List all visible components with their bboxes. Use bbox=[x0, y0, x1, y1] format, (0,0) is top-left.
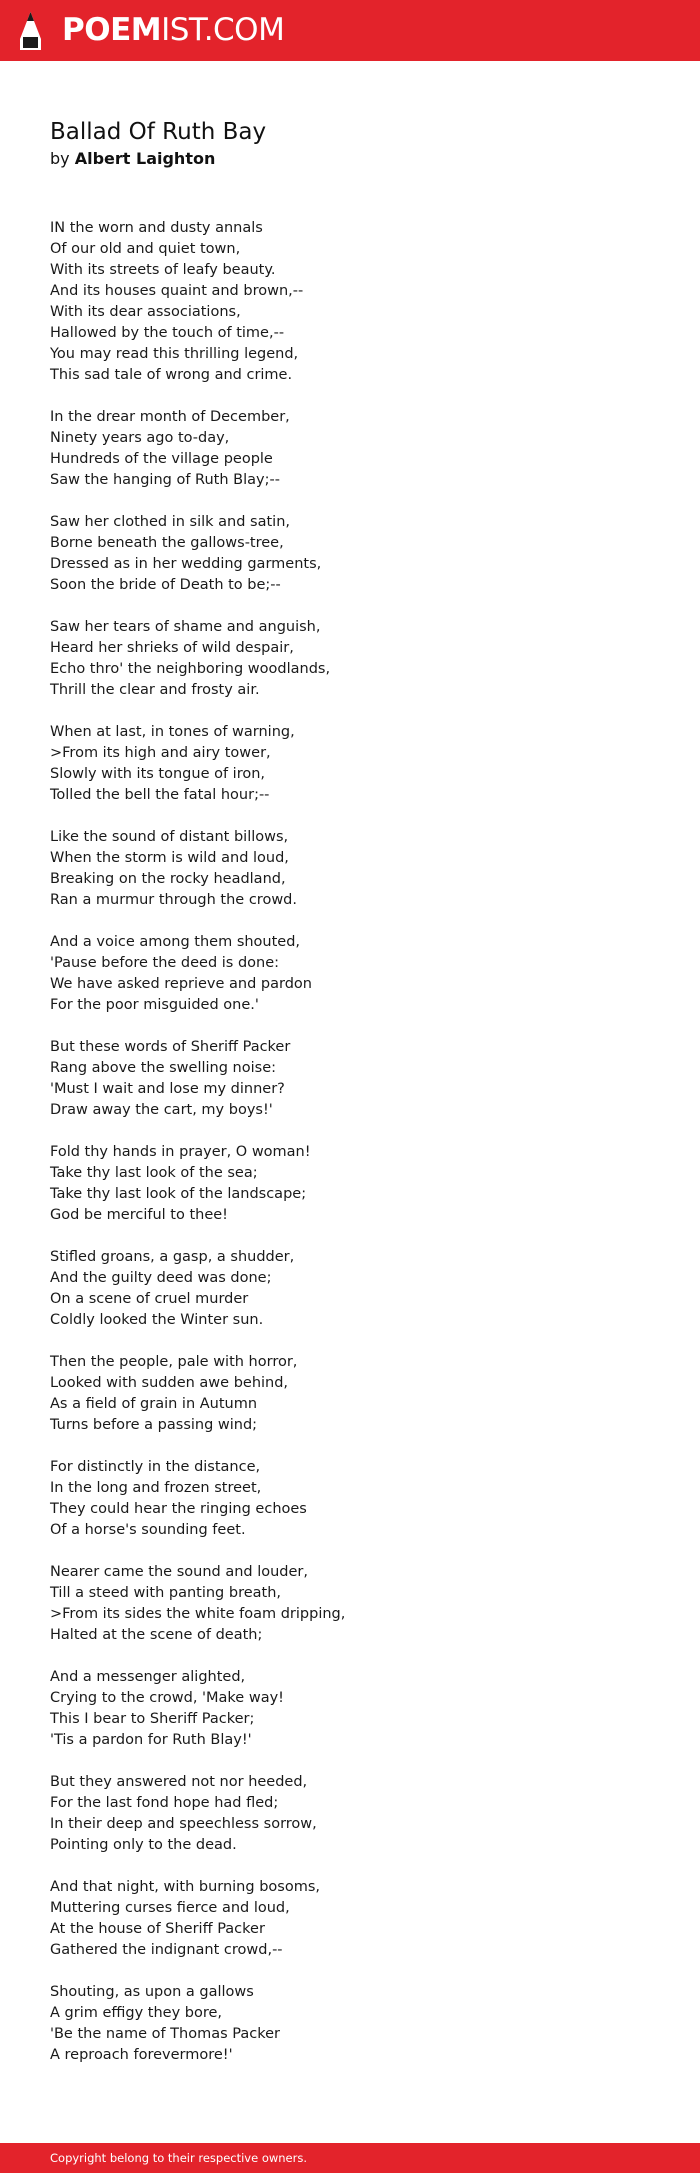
poem-line: A grim effigy they bore, bbox=[50, 2005, 223, 2021]
poem-stanza bbox=[50, 1772, 650, 1856]
poem-line: Looked with sudden awe behind, bbox=[50, 1375, 289, 1391]
poem-line: Ninety years ago to-day, bbox=[50, 430, 230, 446]
poem-line: For the last fond hope had fled; bbox=[50, 1795, 279, 1811]
poem-line: Pointing only to the dead. bbox=[50, 1837, 237, 1853]
poem-line: Dressed as in her wedding garments, bbox=[50, 556, 322, 572]
site-header bbox=[0, 0, 700, 61]
poem-line: Saw the hanging of Ruth Blay;-- bbox=[50, 472, 280, 488]
poem-line: Breaking on the rocky headland, bbox=[50, 871, 286, 887]
poem-line: Nearer came the sound and louder, bbox=[50, 1564, 308, 1580]
poem-line: 'Tis a pardon for Ruth Blay!' bbox=[50, 1732, 252, 1748]
poem-body bbox=[50, 218, 650, 2066]
poem-line: Saw her clothed in silk and satin, bbox=[50, 514, 291, 530]
poem-line: 'Must I wait and lose my dinner? bbox=[50, 1081, 285, 1097]
poem-line: With its streets of leafy beauty. bbox=[50, 262, 276, 278]
poem-line: Borne beneath the gallows-tree, bbox=[50, 535, 284, 551]
poem-line: You may read this thrilling legend, bbox=[50, 346, 299, 362]
poem-stanza bbox=[50, 932, 650, 1016]
poem-line: This sad tale of wrong and crime. bbox=[50, 367, 293, 383]
poem-line: Turns before a passing wind; bbox=[50, 1417, 258, 1433]
poem-line: Heard her shrieks of wild despair, bbox=[50, 640, 294, 656]
poem-line: 'Be the name of Thomas Packer bbox=[50, 2026, 280, 2042]
poem-line: >From its sides the white foam dripping, bbox=[50, 1606, 346, 1622]
poem-stanza bbox=[50, 1037, 650, 1121]
poem-stanza bbox=[50, 407, 650, 491]
poem-line: With its dear associations, bbox=[50, 304, 241, 320]
poem-line: In the drear month of December, bbox=[50, 409, 290, 425]
poem-stanza bbox=[50, 722, 650, 806]
poem-line: 'Pause before the deed is done: bbox=[50, 955, 280, 971]
poem-line: Tolled the bell the fatal hour;-- bbox=[50, 787, 270, 803]
poem-line: And a messenger alighted, bbox=[50, 1669, 246, 1685]
poem-stanza bbox=[50, 218, 650, 386]
poem-line: They could hear the ringing echoes bbox=[50, 1501, 307, 1517]
poem-line: Draw away the cart, my boys!' bbox=[50, 1102, 273, 1118]
poem-line: Crying to the crowd, 'Make way! bbox=[50, 1690, 284, 1706]
poem-line: But these words of Sheriff Packer bbox=[50, 1039, 291, 1055]
poem-line: Till a steed with panting breath, bbox=[50, 1585, 282, 1601]
poem-line: Coldly looked the Winter sun. bbox=[50, 1312, 264, 1328]
poem-line: And its houses quaint and brown,-- bbox=[50, 283, 304, 299]
poem-line: Hundreds of the village people bbox=[50, 451, 273, 467]
site-logo[interactable] bbox=[62, 11, 284, 49]
poem-line: IN the worn and dusty annals bbox=[50, 220, 263, 236]
site-footer bbox=[0, 2143, 700, 2173]
poem-line: Take thy last look of the landscape; bbox=[50, 1186, 307, 1202]
poem-line: On a scene of cruel murder bbox=[50, 1291, 249, 1307]
poem-line: Of our old and quiet town, bbox=[50, 241, 241, 257]
poem-line: Of a horse's sounding feet. bbox=[50, 1522, 246, 1538]
poem-line: Gathered the indignant crowd,-- bbox=[50, 1942, 283, 1958]
poem-line: Halted at the scene of death; bbox=[50, 1627, 263, 1643]
poem-line: A reproach forevermore!' bbox=[50, 2047, 233, 2063]
poem-line: >From its high and airy tower, bbox=[50, 745, 271, 761]
poem-line: Echo thro' the neighboring woodlands, bbox=[50, 661, 331, 677]
poem-line: This I bear to Sheriff Packer; bbox=[50, 1711, 255, 1727]
logo-bold-text: POEM bbox=[62, 12, 162, 48]
logo-light-text: IST.COM bbox=[161, 12, 285, 48]
poem-line: Soon the bride of Death to be;-- bbox=[50, 577, 281, 593]
poem-line: In the long and frozen street, bbox=[50, 1480, 262, 1496]
poem-stanza bbox=[50, 827, 650, 911]
author-link[interactable]: Albert Laighton bbox=[74, 149, 216, 168]
poem-line: Hallowed by the touch of time,-- bbox=[50, 325, 285, 341]
poem-line: And the guilty deed was done; bbox=[50, 1270, 272, 1286]
poem-line: Fold thy hands in prayer, O woman! bbox=[50, 1144, 311, 1160]
poem-line: For distinctly in the distance, bbox=[50, 1459, 261, 1475]
poem-stanza bbox=[50, 512, 650, 596]
poem-line: Like the sound of distant billows, bbox=[50, 829, 289, 845]
poem-line: Take thy last look of the sea; bbox=[50, 1165, 258, 1181]
poem-line: Slowly with its tongue of iron, bbox=[50, 766, 266, 782]
poem-stanza bbox=[50, 1667, 650, 1751]
poem-line: Saw her tears of shame and anguish, bbox=[50, 619, 321, 635]
poem-title: Ballad Of Ruth Bay bbox=[50, 119, 267, 145]
poem-stanza bbox=[50, 1457, 650, 1541]
poem-line: And a voice among them shouted, bbox=[50, 934, 301, 950]
poem-line: As a field of grain in Autumn bbox=[50, 1396, 258, 1412]
poem-line: When the storm is wild and loud, bbox=[50, 850, 289, 866]
poem-line: In their deep and speechless sorrow, bbox=[50, 1816, 317, 1832]
poem-line: Ran a murmur through the crowd. bbox=[50, 892, 297, 908]
by-label: by bbox=[50, 149, 70, 168]
poem-stanza bbox=[50, 1142, 650, 1226]
poem-line: And that night, with burning bosoms, bbox=[50, 1879, 320, 1895]
poem-line: Thrill the clear and frosty air. bbox=[50, 682, 260, 698]
poem-stanza bbox=[50, 1562, 650, 1646]
poem-stanza bbox=[50, 617, 650, 701]
poem-line: Rang above the swelling noise: bbox=[50, 1060, 276, 1076]
poem-line: When at last, in tones of warning, bbox=[50, 724, 295, 740]
poem-content bbox=[50, 118, 650, 2087]
poem-byline bbox=[50, 148, 650, 170]
poem-line: Stifled groans, a gasp, a shudder, bbox=[50, 1249, 295, 1265]
pencil-logo-icon[interactable] bbox=[18, 11, 43, 51]
poem-line: But they answered not nor heeded, bbox=[50, 1774, 308, 1790]
poem-line: Muttering curses fierce and loud, bbox=[50, 1900, 290, 1916]
poem-stanza bbox=[50, 1352, 650, 1436]
poem-line: Shouting, as upon a gallows bbox=[50, 1984, 254, 2000]
poem-line: We have asked reprieve and pardon bbox=[50, 976, 312, 992]
poem-stanza bbox=[50, 1982, 650, 2066]
poem-line: For the poor misguided one.' bbox=[50, 997, 259, 1013]
poem-line: Then the people, pale with horror, bbox=[50, 1354, 298, 1370]
poem-stanza bbox=[50, 1877, 650, 1961]
poem-line: God be merciful to thee! bbox=[50, 1207, 228, 1223]
poem-line: At the house of Sheriff Packer bbox=[50, 1921, 265, 1937]
copyright-text: Copyright belong to their respective owners. bbox=[50, 2151, 308, 2165]
poem-stanza bbox=[50, 1247, 650, 1331]
